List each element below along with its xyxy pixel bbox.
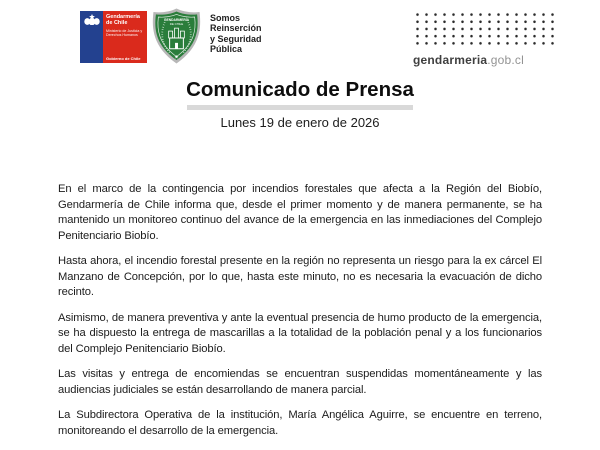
title-divider (187, 105, 413, 110)
chile-coat-of-arms-icon (84, 14, 100, 26)
paragraph: La Subdirectora Operativa de la institución, María Angélica Aguirre, se encuentre en terreno, monitoreando el desarrollo de la emergencia. (58, 409, 542, 437)
document-date: Lunes 19 de enero de 2026 (220, 115, 380, 130)
document-body (58, 182, 542, 449)
website-text (413, 53, 524, 67)
shield-text-top: GENDARMERÍA (163, 17, 190, 22)
gendarmeria-shield-icon (151, 7, 202, 65)
gov-logo-footer-text: Gobierno de Chile (106, 56, 141, 61)
gov-logo-red-column (103, 11, 147, 63)
gov-logo-agency-text: Gendarmería de Chile (106, 14, 140, 27)
page-title: Comunicado de Prensa (186, 78, 414, 101)
masthead (0, 0, 600, 72)
title-block (0, 79, 600, 130)
slogan (210, 13, 262, 55)
gov-logo-blue-column (80, 11, 103, 63)
website-domain: gendarmeria (413, 53, 488, 67)
paragraph: En el marco de la contingencia por incendios forestales que afecta a la Región del Biobío, Gendarmería de Chile informa que, desde el primer momento y de manera permanente, se ha mantenido un monitoreo continuo del avance de la emergencia en las inmediaciones del Complejo Penitenciario Biobío. (58, 183, 542, 242)
paragraph: Hasta ahora, el incendio forestal presente en la región no representa un riesgo para la ex cárcel El Manzano de Concepción, por lo que, hasta este minuto, no es necesaria la evacuación de dicho recinto. (58, 255, 542, 298)
gobierno-de-chile-logo (80, 11, 147, 63)
paragraph: Las visitas y entrega de encomiendas se encuentran suspendidas momentáneamente y las audiencias judiciales se están desarrollando de manera parcial. (58, 368, 542, 396)
slogan-line: Pública (210, 44, 243, 55)
paragraph: Asimismo, de manera preventiva y ante la eventual presencia de humo producto de la emergencia, se ha dispuesto la entrega de mascarillas a la totalidad de la población penal y a los funcionarios del Complejo Penitenciario Biobío. (58, 311, 542, 355)
shield-text-bottom: DE CHILE (169, 22, 184, 27)
gov-logo-ministry-text: Ministerio de Justicia y Derechos Humanos (106, 28, 143, 38)
dots-pattern (413, 11, 557, 47)
slogan-line: Somos (210, 13, 241, 23)
shield-star: ★ (174, 55, 179, 61)
slogan-line: y Seguridad (210, 33, 262, 44)
website-suffix: .gob.cl (487, 53, 524, 67)
slogan-line: Reinserción (210, 23, 262, 34)
